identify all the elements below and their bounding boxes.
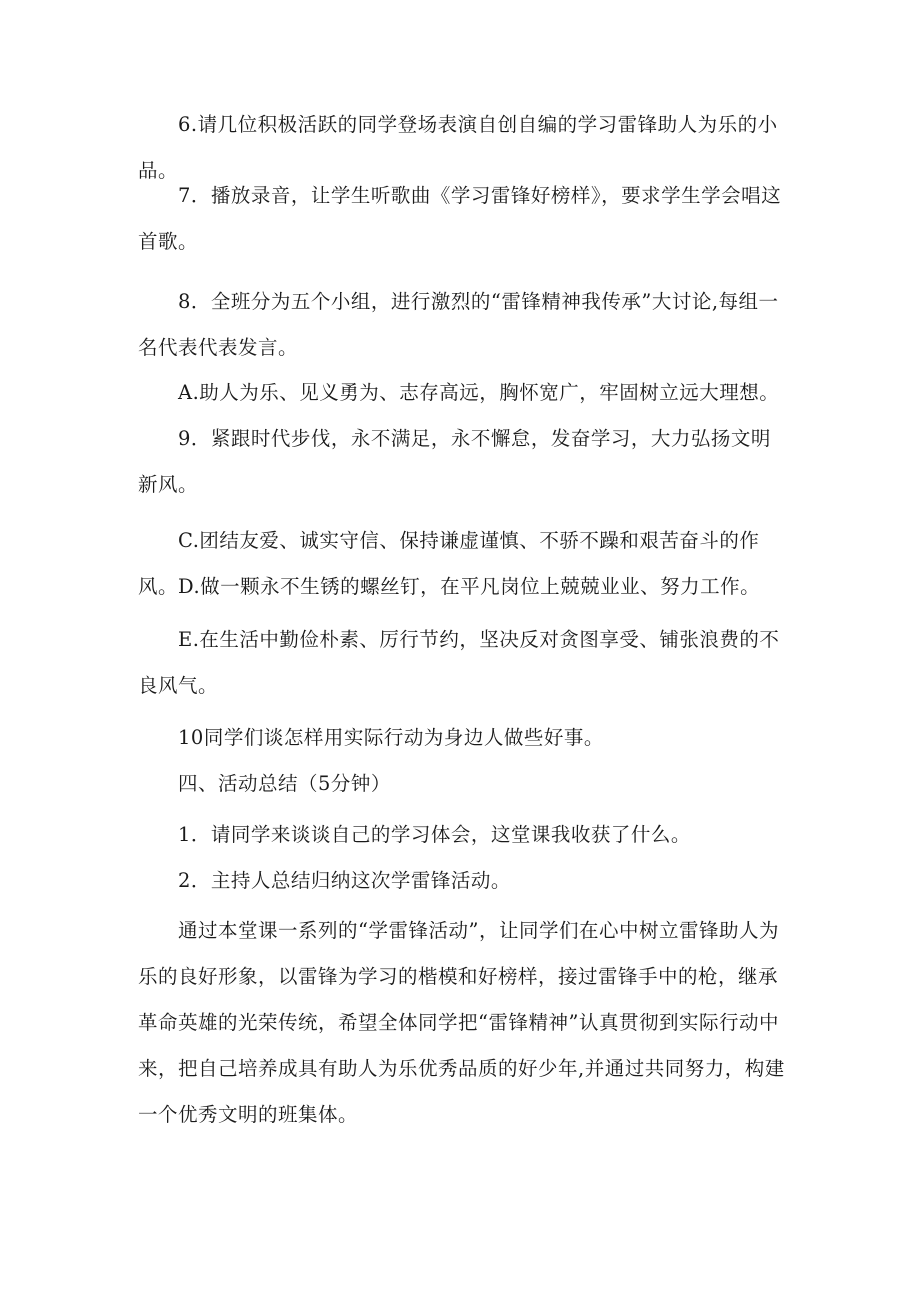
paragraph-item-6: 6.请几位积极活跃的同学登场表演自创自编的学习雷锋助人为乐的小品。: [138, 113, 778, 182]
paragraph-item-e: E.在生活中勤俭朴素、厉行节约，坚决反对贪图享受、铺张浪费的不良风气。: [138, 628, 780, 697]
summary-item-2: 2．主持人总结归纳这次学雷锋活动。: [178, 869, 511, 892]
paragraph-item-a: A.助人为乐、见义勇为、志存高远，胸怀宽广，牢固树立远大理想。: [178, 381, 780, 404]
paragraph-item-c: C.团结友爱、诚实守信、保持谦虚谨慎、不骄不躁和艰苦奋斗的作风。: [138, 529, 760, 598]
conclusion-paragraph: 通过本堂课一系列的“学雷锋活动”，让同学们在心中树立雷锋助人为乐的良好形象，以雷锋为学习的楷模和好榜样，接过雷锋手中的枪，继承革命英雄的光荣传统，希望全体同学把“雷锋精神”认真贯彻到实际行动中来，把自己培养成具有助人为乐优秀品质的好少年,并通过共同努力，构建一个优秀文明的班集体。: [138, 919, 785, 1126]
paragraph-item-9: 9．紧跟时代步伐，永不满足，永不懈怠，发奋学习，大力弘扬文明新风。: [138, 427, 771, 496]
paragraph-item-7: 7．播放录音，让学生听歌曲《学习雷锋好榜样》，要求学生学会唱这首歌。: [138, 184, 782, 253]
summary-item-1: 1．请同学来谈谈自己的学习体会，这堂课我收获了什么。: [178, 823, 691, 846]
paragraph-item-8: 8．全班分为五个小组，进行激烈的“雷锋精神我传承”大讨论,每组一名代表代表发言。: [138, 290, 779, 359]
paragraph-item-d: D.做一颗永不生锈的螺丝钉，在平凡岗位上兢兢业业、努力工作。: [178, 575, 761, 598]
paragraph-item-10: 10同学们谈怎样用实际行动为身边人做些好事。: [178, 726, 604, 749]
section-heading-summary: 四、活动总结（5分钟）: [178, 772, 391, 795]
